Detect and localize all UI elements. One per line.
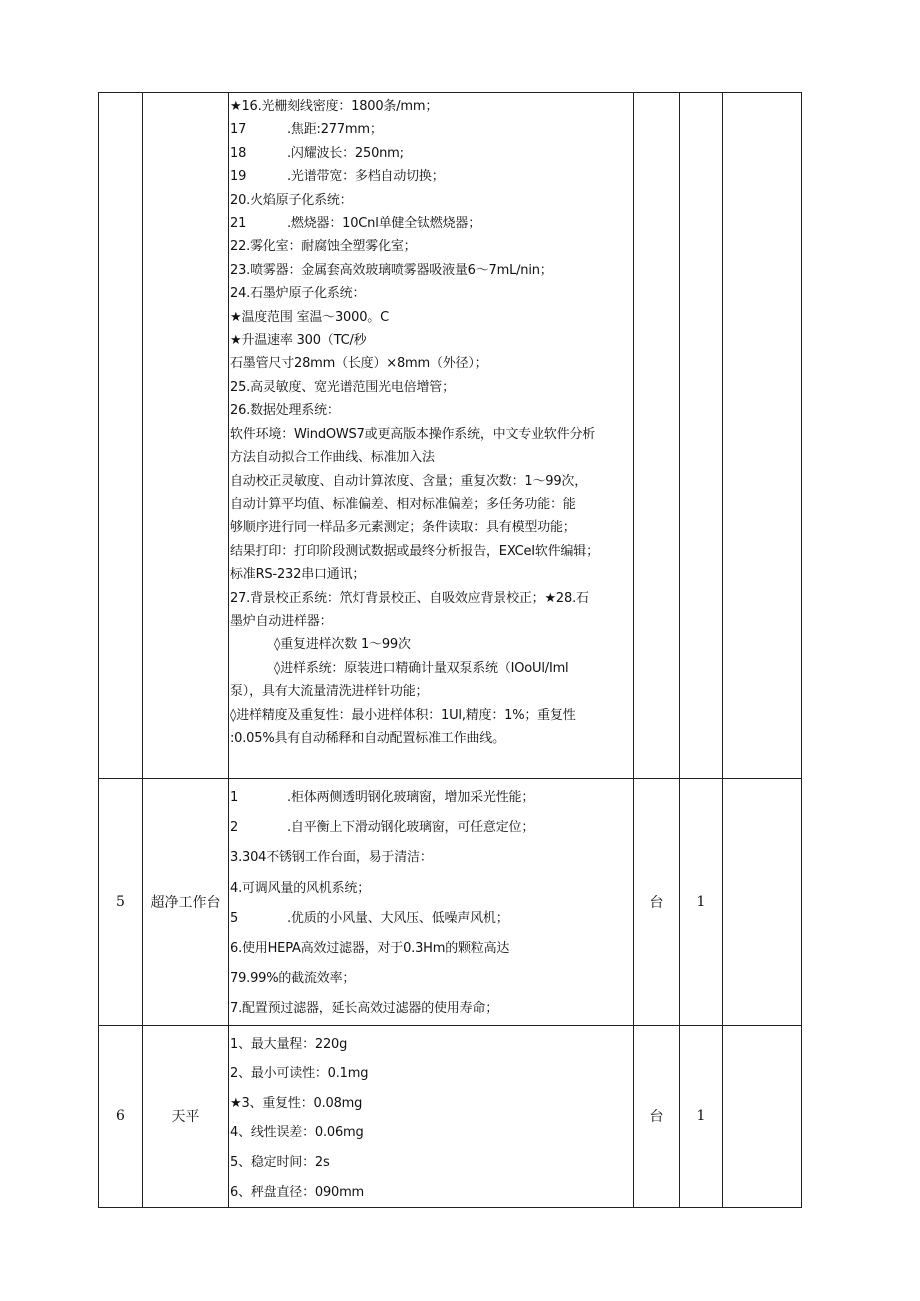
spec-line: 够顺序进行同一样品多元素测定；条件读取：具有模型功能； bbox=[230, 520, 576, 536]
spec-line: 7.配置预过滤器，延长高效过滤器的使用寿命； bbox=[230, 1001, 499, 1017]
item-name-cell: 超净工作台 bbox=[143, 779, 229, 1026]
spec-line: ★升温速率 300（TC/秒 bbox=[230, 333, 367, 349]
spec-line-text: .优质的小风量、大风压、低噪声风机； bbox=[287, 910, 509, 926]
spec-line: 标准RS-232串口通讯； bbox=[230, 567, 366, 583]
spec-cell bbox=[229, 779, 634, 1026]
spec-line-number: 18 bbox=[230, 145, 247, 161]
item-number-cell: 6 bbox=[99, 1025, 143, 1208]
spec-line: 23.喷雾器：金属套高效玻璃喷雾器吸液量6〜7mL∕nin； bbox=[230, 262, 553, 278]
spec-line: :0.05%具有自动稀释和自动配置标准工作曲线。 bbox=[230, 730, 505, 746]
remarks-cell bbox=[723, 1025, 802, 1208]
remarks-cell bbox=[723, 93, 802, 779]
unit-cell: 台 bbox=[634, 1025, 680, 1208]
spec-line: ◊重复进样次数 1〜99次 bbox=[274, 637, 411, 653]
spec-cell bbox=[229, 93, 634, 779]
quantity-cell: 1 bbox=[680, 779, 723, 1026]
spec-line: ★温度范围 室温〜3000。C bbox=[230, 309, 389, 325]
spec-line bbox=[230, 904, 633, 934]
spec-line-number: 5 bbox=[230, 910, 239, 926]
spec-line-text: .焦距:277mm； bbox=[287, 122, 383, 138]
spec-line-text: .闪耀波长：250nm; bbox=[287, 145, 404, 161]
spec-line: 20.火焰原子化系统： bbox=[230, 192, 353, 208]
remarks-cell bbox=[723, 779, 802, 1026]
spec-line: 22.雾化室：耐腐蚀全塑雾化室； bbox=[230, 239, 417, 255]
spec-line-text: .燃烧器：10Cnl单健全钛燃烧器； bbox=[287, 216, 482, 232]
spec-line: 3.304不锈钢工作台面，易于清洁： bbox=[230, 850, 433, 866]
spec-line: 6、秤盘直径：090mm bbox=[230, 1184, 365, 1200]
spec-line bbox=[230, 165, 633, 188]
spec-line-text: .柜体两侧透明钢化玻璃窗，增加采光性能； bbox=[287, 790, 535, 805]
table-row bbox=[99, 779, 802, 1026]
quantity-cell bbox=[680, 93, 723, 779]
spec-line-number: 1 bbox=[230, 790, 239, 805]
item-number-cell: 5 bbox=[99, 779, 143, 1026]
unit-cell bbox=[634, 93, 680, 779]
item-name-cell: 天平 bbox=[143, 1025, 229, 1208]
table-row bbox=[99, 93, 802, 779]
spec-line: ★16.光栅刻线密度：1800条/mm； bbox=[230, 99, 439, 114]
spec-line bbox=[230, 783, 633, 813]
item-name-cell bbox=[143, 93, 229, 779]
spec-line bbox=[230, 813, 633, 843]
spec-line: 79.99%的截流效率； bbox=[230, 971, 356, 987]
spec-line: 泵），具有大流量清洗进样针功能； bbox=[230, 684, 429, 700]
spec-line: 4、线性误差：0.06mg bbox=[230, 1125, 364, 1141]
spec-line: 自动校正灵敏度、自动计算浓度、含量；重复次数：1〜99次， bbox=[230, 473, 588, 489]
spec-line-number: 19 bbox=[230, 169, 247, 185]
spec-line-number: 21 bbox=[230, 216, 247, 232]
spec-line: 石墨管尺寸28mm（长度）×8mm（外径）； bbox=[230, 356, 488, 372]
spec-line: ◊进样系统：原装进口精确计量双泵系统（IOoUl/Iml bbox=[274, 660, 569, 676]
spec-line bbox=[230, 142, 633, 165]
table-row bbox=[99, 1025, 802, 1208]
spec-line: 2、最小可读性：0.1mg bbox=[230, 1066, 369, 1082]
spec-line-number: 17 bbox=[230, 122, 247, 138]
spec-line: 5、稳定时间：2s bbox=[230, 1155, 330, 1170]
item-number-cell bbox=[99, 93, 143, 779]
spec-line: 墨炉自动进样器： bbox=[230, 613, 333, 629]
spec-line: 24.石墨炉原子化系统： bbox=[230, 286, 366, 302]
spec-line: 26.数据处理系统： bbox=[230, 403, 340, 419]
spec-line: 25.高灵敏度、宽光谱范围光电倍增管； bbox=[230, 379, 455, 395]
spec-line bbox=[230, 118, 633, 141]
equipment-spec-table bbox=[98, 92, 802, 1208]
spec-cell bbox=[229, 1025, 634, 1208]
spec-line-text: .自平衡上下滑动钢化玻璃窗，可任意定位； bbox=[287, 820, 535, 836]
spec-line: 自动计算平均值、标准偏差、相对标准偏差；多任务功能：能 bbox=[230, 496, 576, 512]
unit-cell: 台 bbox=[634, 779, 680, 1026]
spec-line: 27.背景校正系统：笊灯背景校正、自吸效应背景校正；★28.石 bbox=[230, 590, 589, 606]
spec-line: 1、最大量程：220g bbox=[230, 1036, 348, 1052]
spec-line-text: .光谱带宽：多档自动切换； bbox=[287, 169, 445, 185]
spec-line: 结果打印：打印阶段测试数据或最终分析报告，EXCeI软件编辑； bbox=[230, 543, 599, 559]
spec-line: 4.可调风量的风机系统； bbox=[230, 880, 371, 896]
spec-line bbox=[230, 212, 633, 235]
spec-line-number: 2 bbox=[230, 820, 239, 836]
spec-line: ◊进样精度及重复性：最小进样体积：1Ul,精度：1%；重复性 bbox=[230, 707, 576, 723]
spec-line: 方法自动拟合工作曲线、标准加入法 bbox=[230, 450, 435, 466]
spec-line: ★3、重复性：0.08mg bbox=[230, 1095, 363, 1111]
spec-line: 软件环境：WindOWS7或更高版本操作系统，中文专业软件分析 bbox=[230, 426, 596, 442]
spec-line: 6.使用HEPA高效过滤器，对于0.3Hm的颗粒高达 bbox=[230, 941, 510, 957]
quantity-cell: 1 bbox=[680, 1025, 723, 1208]
